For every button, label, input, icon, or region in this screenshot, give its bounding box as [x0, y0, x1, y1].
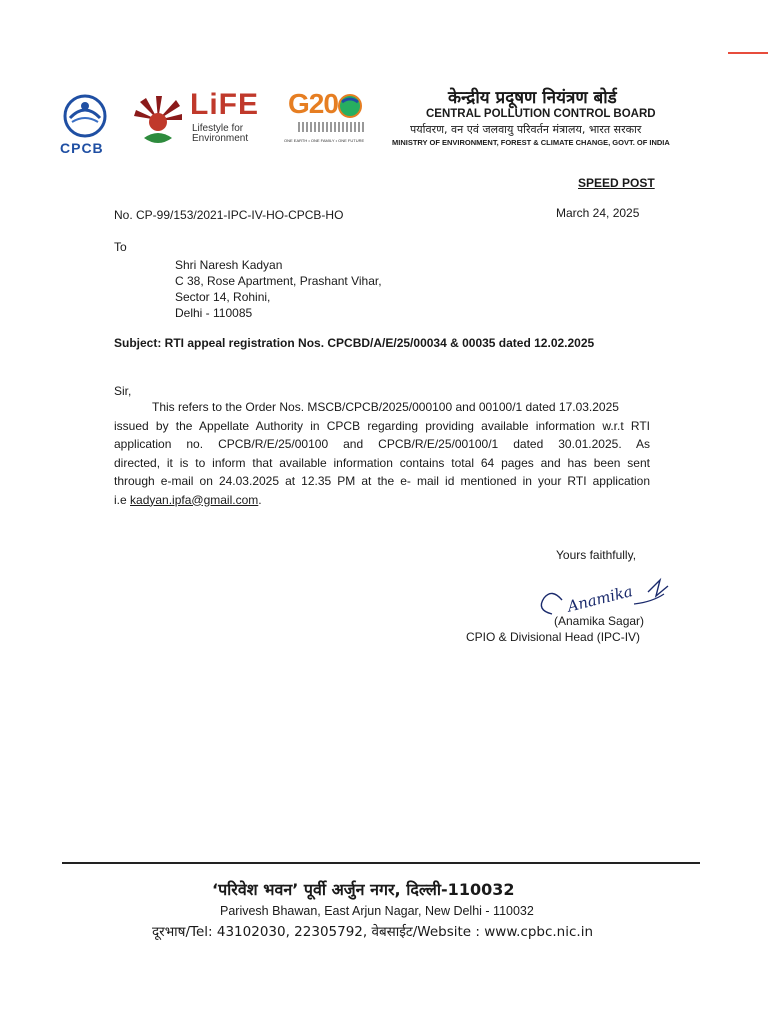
- body-line-2: issued by the Appellate Authority in CPCB regarding providing available information w.r.t RTI: [114, 418, 650, 433]
- signatory-designation: CPIO & Divisional Head (IPC-IV): [466, 630, 641, 644]
- letter-date: March 24, 2025: [556, 206, 640, 220]
- life-logo-subtitle-2: Environment: [192, 133, 249, 144]
- subject-line: Subject: RTI appeal registration Nos. CPCBD/A/E/25/00034 & 00035 dated 12.02.2025: [114, 336, 595, 350]
- footer-address-english: Parivesh Bhawan, East Arjun Nagar, New Delhi - 110032: [220, 904, 534, 918]
- g20-logo: [284, 88, 380, 148]
- to-label: To: [114, 240, 127, 254]
- life-logo: [132, 88, 262, 152]
- life-sun-icon: [132, 92, 184, 148]
- life-logo-subtitle-1: Lifestyle for: [192, 123, 244, 134]
- body-line-4: directed, it is to inform that available information contains total 64 pages and has been sent: [114, 455, 650, 470]
- org-name-hindi: केन्द्रीय प्रदूषण नियंत्रण बोर्ड: [448, 88, 617, 108]
- body-line-5: through e-mail on 24.03.2025 at 12.35 PM at the e- mail id mentioned in your RTI application: [114, 474, 650, 488]
- cpcb-logo: [54, 92, 116, 158]
- footer-address-hindi: ‘परिवेश भवन’ पूर्वी अर्जुन नगर, दिल्ली-110032: [212, 880, 515, 899]
- org-name-english: CENTRAL POLLUTION CONTROL BOARD: [426, 108, 656, 120]
- g20-globe-icon: [336, 92, 364, 120]
- body-paragraph: [114, 398, 650, 509]
- dispatch-mode: SPEED POST: [578, 176, 655, 190]
- ministry-hindi: पर्यावरण, वन एवं जलवायु परिवर्तन मंत्रालय, भारत सरकार: [410, 123, 642, 136]
- addressee-line-3: Delhi - 110085: [175, 306, 253, 320]
- footer-contact: दूरभाष/Tel: 43102030, 22305792, वेबसाईट/Website : www.cpbc.nic.in: [152, 924, 594, 940]
- body-last-prefix: i.e: [114, 492, 131, 507]
- cpcb-logo-text: CPCB: [60, 140, 104, 156]
- salutation: Sir,: [114, 384, 132, 398]
- addressee-line-1: C 38, Rose Apartment, Prashant Vihar,: [175, 274, 382, 288]
- body-line-6: [114, 491, 650, 510]
- signatory-name: (Anamika Sagar): [554, 614, 645, 628]
- body-last-suffix: .: [258, 492, 262, 507]
- body-line-3: application no. CPCB/R/E/25/00100 and CPCB/R/E/25/00100/1 dated 30.01.2025. As: [114, 437, 650, 451]
- footer-divider: [62, 862, 700, 864]
- addressee-line-2: Sector 14, Rohini,: [175, 290, 271, 304]
- scan-mark: [728, 52, 768, 54]
- email-link[interactable]: kadyan.ipfa@gmail.com: [130, 492, 259, 507]
- body-line-1: This refers to the Order Nos. MSCB/CPCB/2025/000100 and 00100/1 dated 17.03.2025: [152, 400, 619, 414]
- signature-scrawl: Anamika: [565, 582, 635, 616]
- g20-logo-tagline: ONE EARTH • ONE FAMILY • ONE FUTURE: [284, 138, 365, 143]
- g20-logo-title: G20: [288, 88, 338, 119]
- life-logo-title: LiFE: [190, 88, 259, 121]
- reference-number: No. CP-99/153/2021-IPC-IV-HO-CPCB-HO: [114, 208, 344, 222]
- g20-tagline-mark: [298, 122, 364, 132]
- ministry-english: MINISTRY OF ENVIRONMENT, FOREST & CLIMATE CHANGE, GOVT. OF INDIA: [392, 138, 670, 147]
- closing: Yours faithfully,: [556, 548, 637, 562]
- addressee-name: Shri Naresh Kadyan: [175, 258, 283, 272]
